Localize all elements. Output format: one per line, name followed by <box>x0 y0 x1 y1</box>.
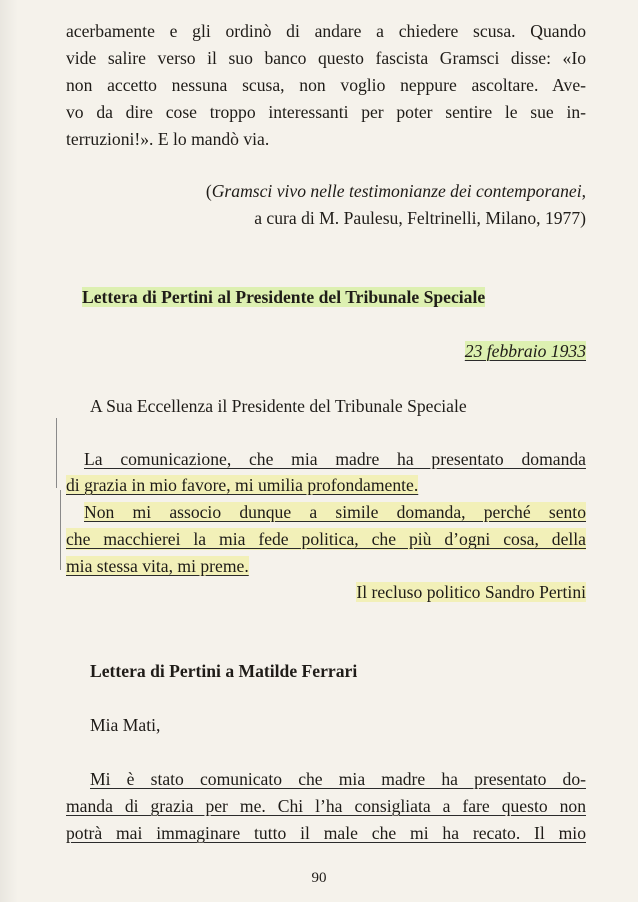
letter1-date-text: 23 febbraio 1933 <box>464 341 586 361</box>
citation-open: ( <box>205 181 212 201</box>
letter1-line-2-text: di grazia in mio favore, mi umilia profondamente. <box>66 475 419 495</box>
letter1-signature-text: Il recluso politico Sandro Pertini <box>356 582 586 602</box>
letter1-date <box>66 340 586 362</box>
letter1-line-1-text: La comunicazione, che mia madre ha presentato domanda <box>84 449 586 469</box>
body-line-3: non accetto nessuna scusa, non voglio neppure ascoltare. Ave- <box>66 75 586 95</box>
letter1-salutation: A Sua Eccellenza il Presidente del Tribunale Speciale <box>90 396 467 416</box>
letter1-signature <box>66 581 586 603</box>
margin-pen-mark <box>56 418 57 488</box>
body-line-4: vo da dire cose troppo interessanti per poter sentire le sue in- <box>66 102 586 122</box>
letter2-line-3 <box>66 822 586 844</box>
letter1-line-5 <box>66 555 586 577</box>
letter1-heading-text: Lettera di Pertini al Presidente del Tribunale Speciale <box>82 287 486 307</box>
letter1-line-1 <box>84 448 586 470</box>
letter1-line-2 <box>66 474 586 496</box>
body-line-2: vide salire verso il suo banco questo fascista Gramsci disse: «Io <box>66 48 586 68</box>
citation-comma: , <box>581 181 586 201</box>
letter1-line-5-text: mia stessa vita, mi preme. <box>66 556 249 576</box>
citation-title: Gramsci vivo nelle testimonianze dei contemporanei <box>211 181 582 201</box>
letter1-line-3 <box>84 501 586 523</box>
letter2-line-2 <box>66 795 586 817</box>
letter2-heading: Lettera di Pertini a Matilde Ferrari <box>90 661 358 681</box>
body-line-1: acerbamente e gli ordinò di andare a chiedere scusa. Quando <box>66 21 586 41</box>
citation-line-2: a cura di M. Paulesu, Feltrinelli, Milano, 1977) <box>254 208 586 228</box>
letter1-heading <box>82 286 582 308</box>
margin-pen-mark-2 <box>60 490 61 570</box>
citation-line-1 <box>66 180 586 202</box>
letter1-line-4-text: che macchierei la mia fede politica, che più d’ogni cosa, della <box>66 529 586 549</box>
letter2-line-2-text: manda di grazia per me. Chi l’ha consigliata a fare questo non <box>66 796 586 816</box>
letter2-line-3-text: potrà mai immaginare tutto il male che mi ha recato. Il mio <box>66 823 586 843</box>
page-number: 90 <box>311 870 327 886</box>
letter1-line-3-text: Non mi associo dunque a simile domanda, perché sento <box>84 502 586 522</box>
body-line-5: terruzioni!». E lo mandò via. <box>66 129 270 149</box>
letter2-line-1 <box>90 768 586 790</box>
letter2-salutation: Mia Mati, <box>90 715 161 735</box>
letter1-line-4 <box>66 528 586 550</box>
letter2-line-1-text: Mi è stato comunicato che mia madre ha presentato do- <box>90 769 586 789</box>
